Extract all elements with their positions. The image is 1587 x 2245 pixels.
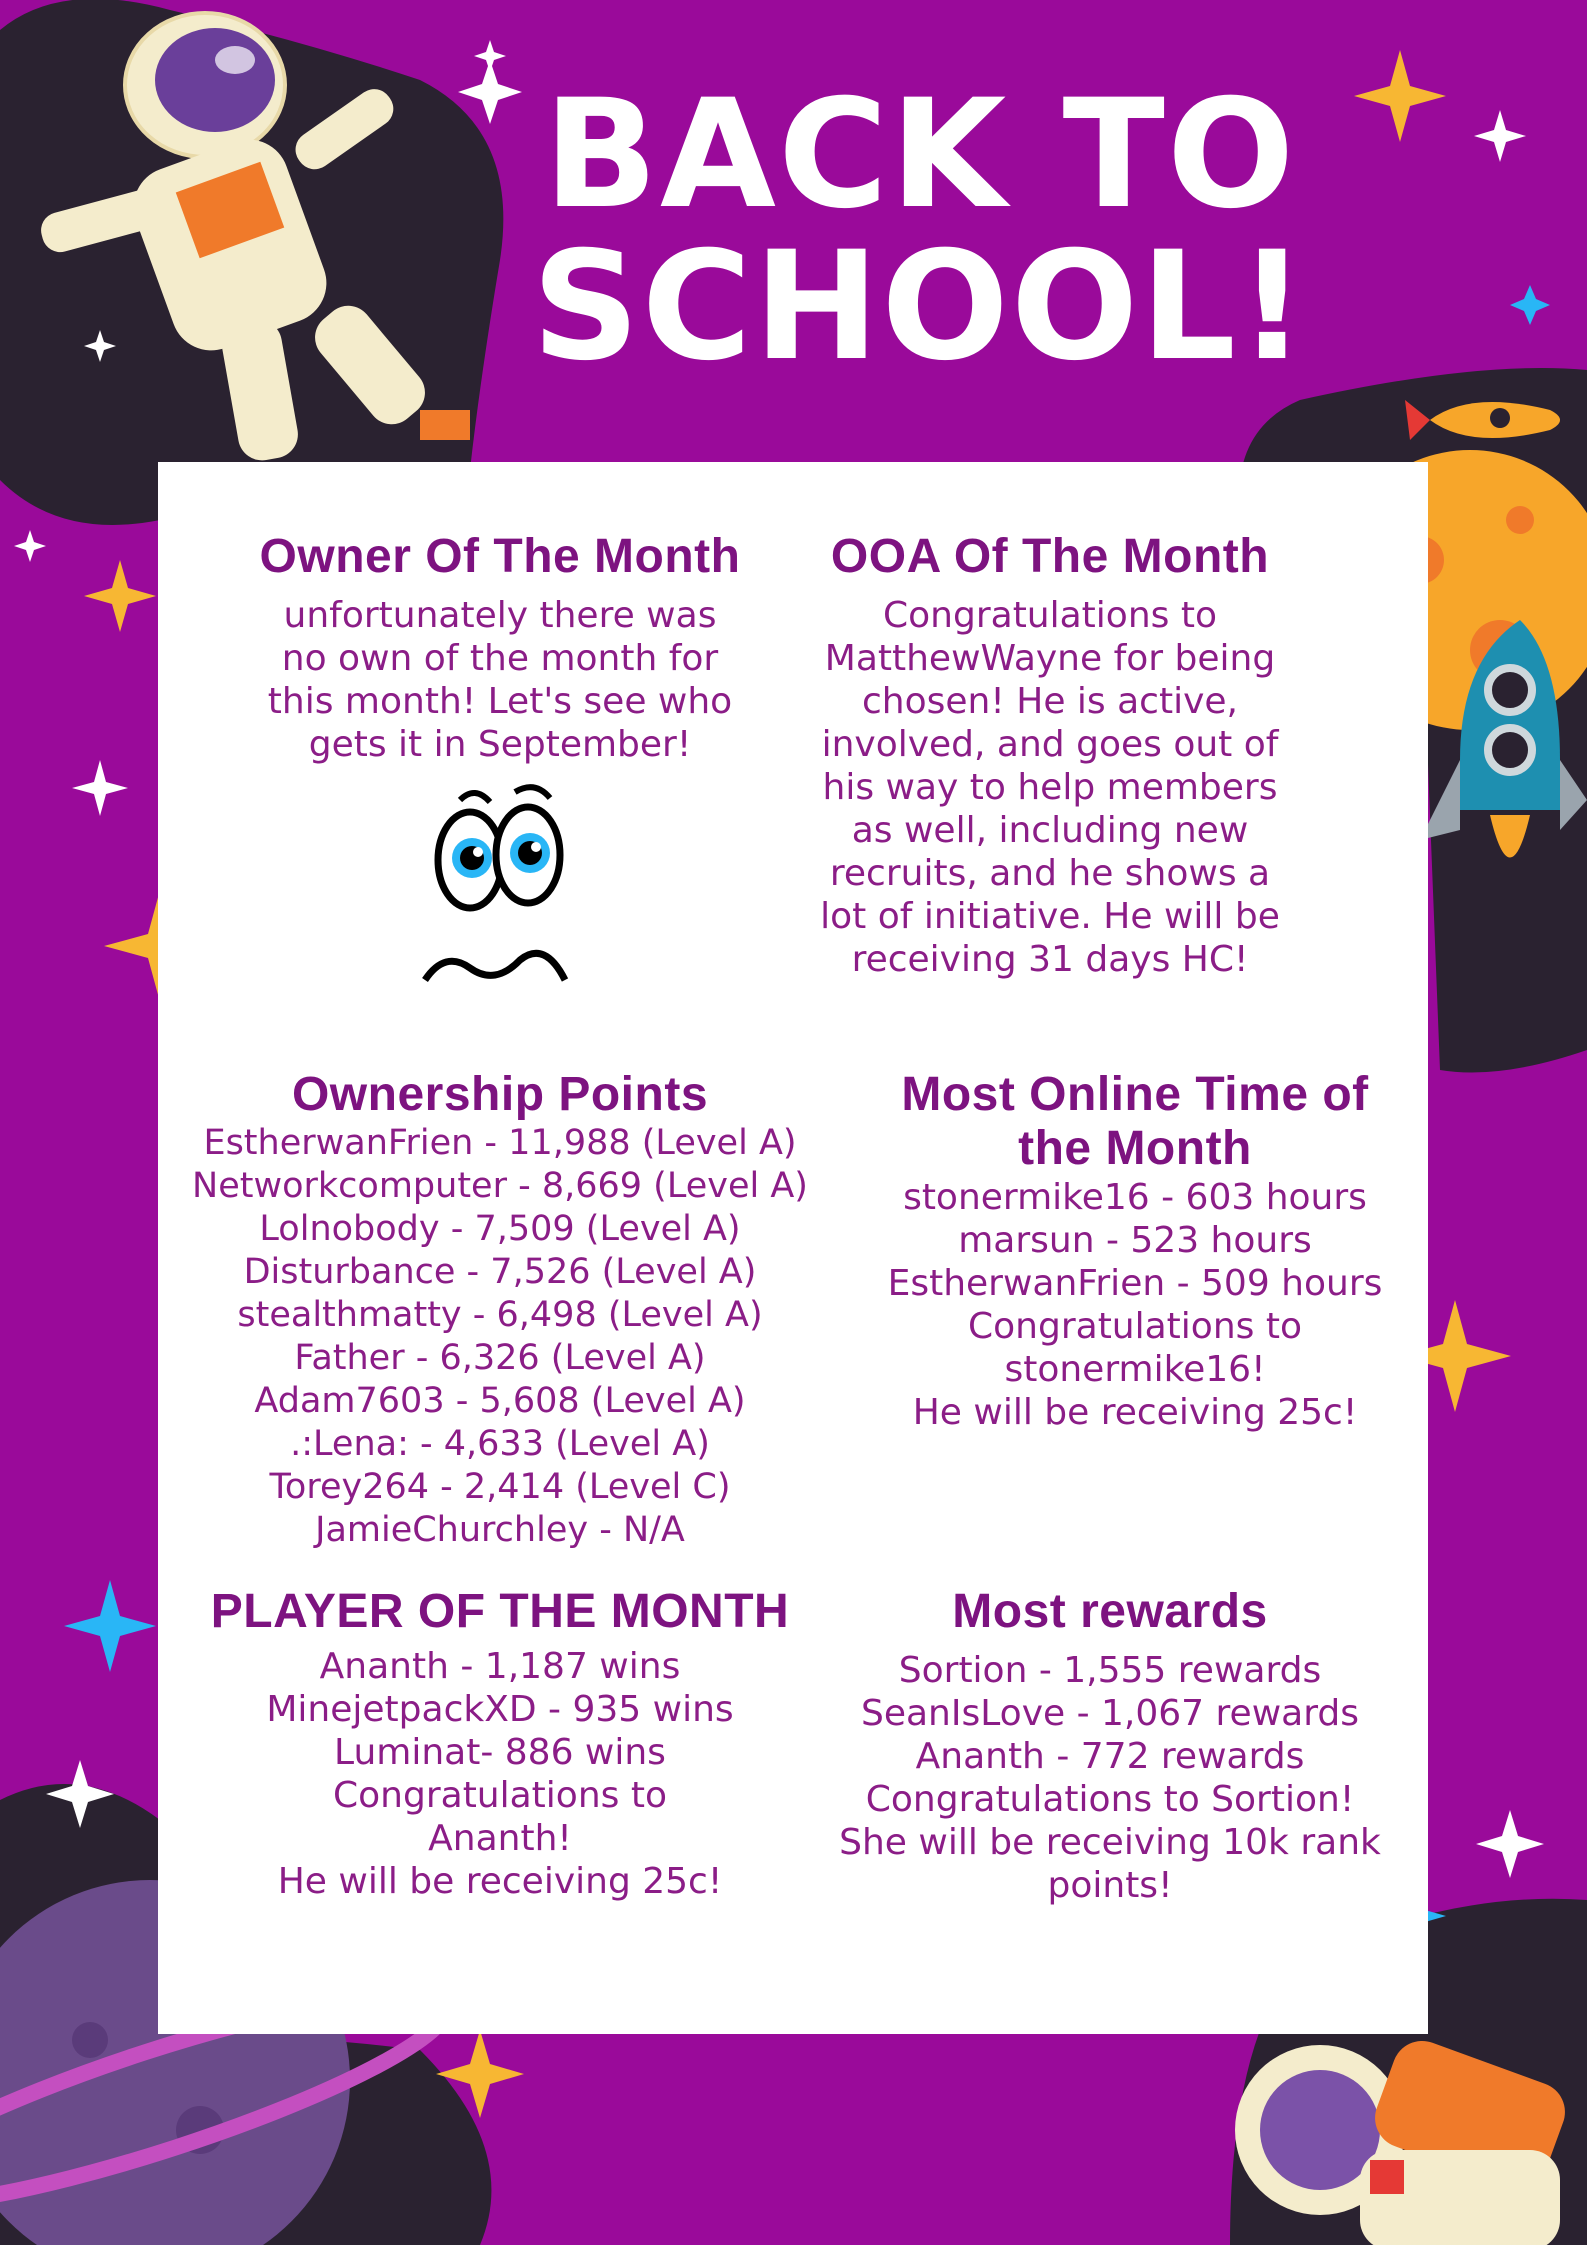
list-item: JamieChurchley - N/A xyxy=(315,1510,685,1550)
text-line: Congratulations to xyxy=(883,595,1217,636)
ownership-points-heading: Ownership Points xyxy=(291,1068,709,1121)
list-item: Ananth! xyxy=(428,1818,572,1859)
list-item: Congratulations to Sortion! xyxy=(865,1779,1355,1820)
section-owner-of-month xyxy=(220,530,780,766)
section-player-of-month xyxy=(200,1585,800,1903)
player-of-month-heading: PLAYER OF THE MONTH xyxy=(210,1585,790,1638)
list-item: stonermike16 - 603 hours xyxy=(903,1177,1367,1218)
list-item: stonermike16! xyxy=(1004,1349,1266,1390)
text-line: as well, including new xyxy=(851,810,1249,851)
text-line: MatthewWayne for being xyxy=(824,638,1276,679)
list-item: MinejetpackXD - 935 wins xyxy=(266,1689,734,1730)
list-item: EstherwanFrien - 11,988 (Level A) xyxy=(203,1123,797,1163)
most-rewards-list xyxy=(810,1649,1410,1907)
text-line: gets it in September! xyxy=(308,724,692,765)
text-line: chosen! He is active, xyxy=(862,681,1238,722)
list-item: marsun - 523 hours xyxy=(958,1220,1312,1261)
list-item: Ananth - 1,187 wins xyxy=(319,1646,681,1687)
list-item: Disturbance - 7,526 (Level A) xyxy=(243,1252,757,1292)
title-line-1: BACK TO xyxy=(543,68,1297,242)
text-line: lot of initiative. He will be xyxy=(820,896,1280,937)
text-line: unfortunately there was xyxy=(283,595,717,636)
text-line: recruits, and he shows a xyxy=(829,853,1271,894)
list-item: She will be receiving 10k rank xyxy=(839,1822,1381,1863)
list-item: Torey264 - 2,414 (Level C) xyxy=(269,1467,731,1507)
player-of-month-list xyxy=(200,1645,800,1903)
online-time-heading-line-1: Most Online Time of xyxy=(901,1068,1369,1121)
title-line-2: SCHOOL! xyxy=(531,220,1309,394)
list-item: Lolnobody - 7,509 (Level A) xyxy=(259,1209,741,1249)
worried-face-emoji xyxy=(420,780,580,990)
text-line: this month! Let's see who xyxy=(267,681,733,722)
section-most-rewards xyxy=(810,1585,1410,1907)
list-item: Sortion - 1,555 rewards xyxy=(898,1650,1322,1691)
list-item: .:Lena: - 4,633 (Level A) xyxy=(290,1424,710,1464)
list-item: SeanIsLove - 1,067 rewards xyxy=(861,1693,1359,1734)
text-line: no own of the month for xyxy=(281,638,719,679)
list-item: Congratulations to xyxy=(968,1306,1302,1347)
owner-of-month-heading: Owner Of The Month xyxy=(259,530,741,583)
list-item: points! xyxy=(1047,1865,1173,1906)
online-time-list xyxy=(850,1176,1420,1434)
ownership-points-list xyxy=(160,1122,840,1552)
list-item: stealthmatty - 6,498 (Level A) xyxy=(237,1295,763,1335)
list-item: Congratulations to xyxy=(333,1775,667,1816)
list-item: Adam7603 - 5,608 (Level A) xyxy=(254,1381,746,1421)
owner-of-month-text xyxy=(220,594,780,766)
list-item: Ananth - 772 rewards xyxy=(915,1736,1305,1777)
list-item: Father - 6,326 (Level A) xyxy=(294,1338,706,1378)
text-line: receiving 31 days HC! xyxy=(851,939,1249,980)
list-item: He will be receiving 25c! xyxy=(277,1861,723,1902)
text-line: involved, and goes out of xyxy=(821,724,1279,765)
list-item: Luminat- 886 wins xyxy=(334,1732,666,1773)
ooa-of-month-text xyxy=(770,594,1330,981)
ooa-of-month-heading: OOA Of The Month xyxy=(830,530,1270,583)
most-rewards-heading: Most rewards xyxy=(952,1585,1268,1638)
section-ownership-points xyxy=(160,1068,840,1552)
online-time-heading-line-2: the Month xyxy=(1018,1122,1252,1175)
text-line: his way to help members xyxy=(822,767,1278,808)
list-item: Networkcomputer - 8,669 (Level A) xyxy=(192,1166,808,1206)
section-ooa-of-month xyxy=(770,530,1330,981)
section-online-time xyxy=(850,1068,1420,1434)
list-item: EstherwanFrien - 509 hours xyxy=(887,1263,1383,1304)
list-item: He will be receiving 25c! xyxy=(912,1392,1358,1433)
